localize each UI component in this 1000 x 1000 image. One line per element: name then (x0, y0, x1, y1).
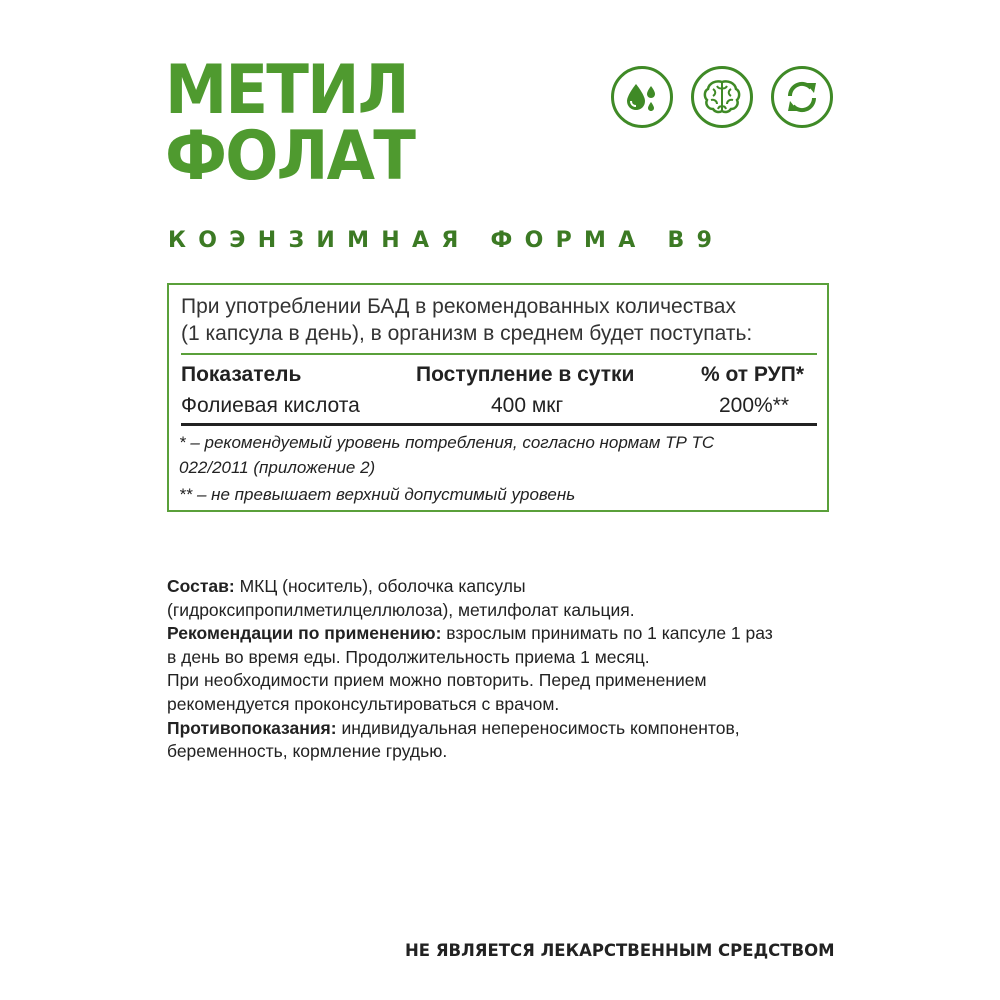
usage-line2: в день во время еды. Продолжительность приема 1 месяц. (167, 646, 650, 667)
usage-text: взрослым принимать по 1 капсуле 1 раз (441, 623, 773, 644)
product-title-line2: ФОЛАТ (165, 117, 415, 196)
cell-rup-percent: 200%** (719, 394, 790, 417)
footnote-rup (179, 430, 714, 480)
water-drop-icon (611, 66, 673, 128)
footnote-rup-line2: 022/2011 (приложение 2) (179, 458, 376, 477)
product-title-line1: МЕТИЛ (165, 51, 408, 130)
usage-line1 (167, 622, 807, 646)
header-indicator: Показатель (181, 363, 302, 386)
contraindications-label: Противопоказания: (167, 717, 337, 738)
footnote-rup-line1: * – рекомендуемый уровень потребления, согласно нормам ТР ТС (179, 433, 715, 452)
intake-intro-line1: При употреблении БАД в рекомендованных количествах (181, 295, 736, 318)
usage-label: Рекомендации по применению: (167, 623, 442, 644)
intake-intro (181, 293, 821, 347)
cell-indicator-name: Фолиевая кислота (181, 394, 360, 417)
feature-icons (611, 66, 833, 128)
usage-line3: При необходимости прием можно повторить. Перед применением (167, 670, 707, 691)
contraindications-line2: беременность, кормление грудью. (167, 741, 448, 762)
composition-line1 (167, 575, 807, 599)
brain-icon (691, 66, 753, 128)
footnote-upper-limit: ** – не превышает верхний допустимый уровень (179, 485, 576, 504)
table-top-divider (181, 353, 817, 355)
contraindications-line1 (167, 717, 807, 741)
composition-line2: (гидроксипропилметилцеллюлоза), метилфолат кальция. (167, 599, 635, 620)
table-bottom-divider (181, 423, 817, 426)
header-daily-intake: Поступление в сутки (416, 363, 635, 386)
product-subtitle: КОЭНЗИМНАЯ ФОРМА В9 (168, 228, 725, 253)
header-rup-percent: % от РУП* (701, 363, 804, 386)
usage-line4: рекомендуется проконсультироваться с врачом. (167, 693, 560, 714)
refresh-cycle-icon (771, 66, 833, 128)
product-description (167, 575, 807, 764)
nutrition-info-box (167, 283, 829, 512)
product-title (165, 51, 415, 196)
composition-text: МКЦ (носитель), оболочка капсулы (234, 576, 526, 596)
composition-label: Состав: (167, 576, 235, 596)
not-a-medicine-disclaimer: НЕ ЯВЛЯЕТСЯ ЛЕКАРСТВЕННЫМ СРЕДСТВОМ (405, 941, 835, 960)
cell-daily-amount: 400 мкг (491, 394, 564, 417)
contraindications-text: индивидуальная непереносимость компонентов, (336, 717, 740, 738)
intake-intro-line2: (1 капсула в день), в организм в среднем будет поступать: (181, 322, 753, 345)
